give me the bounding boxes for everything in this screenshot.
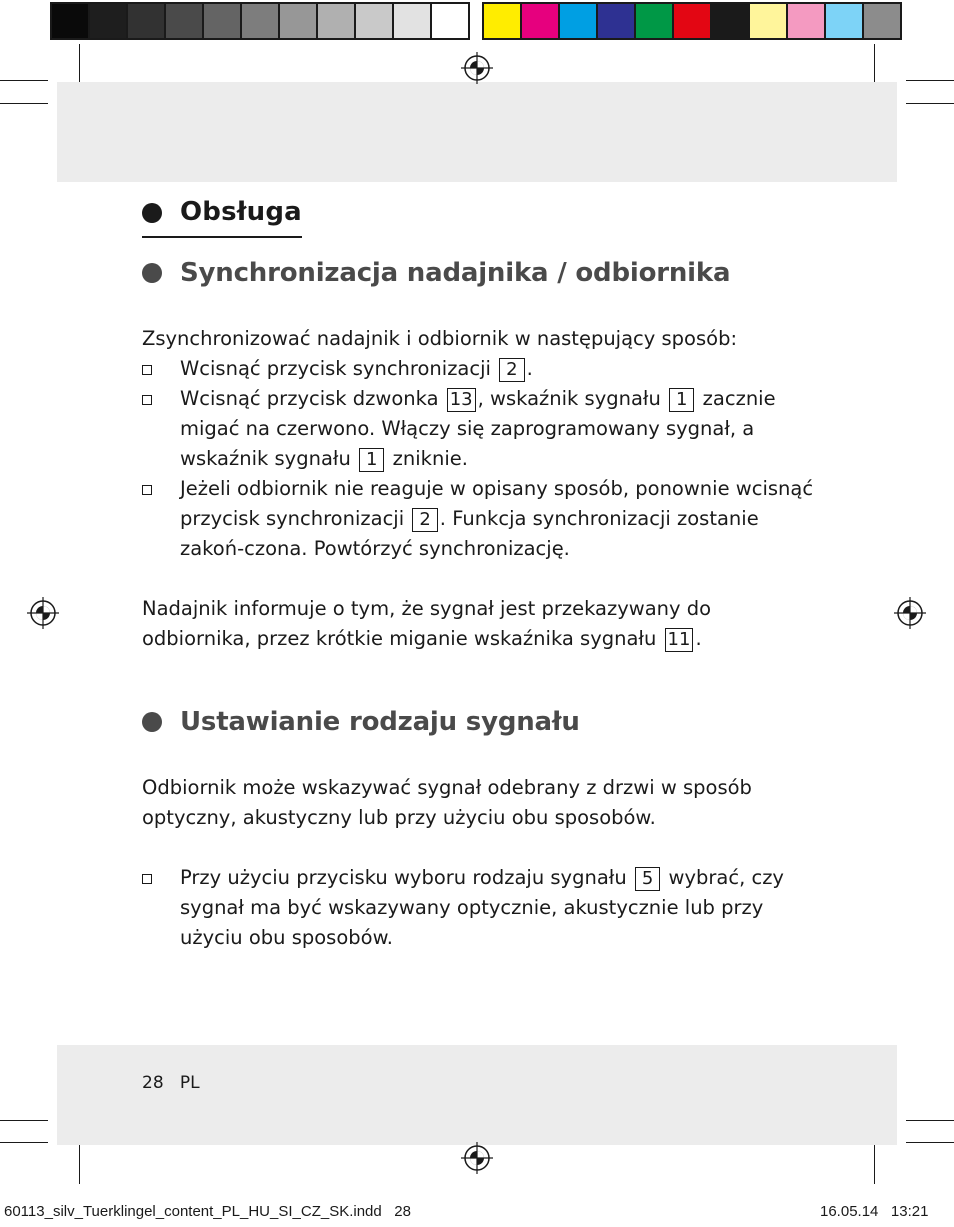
crop-mark-bottom-right-h2 [906, 1142, 954, 1143]
step-text: zniknie. [386, 447, 468, 470]
crop-mark-top-left-h [0, 80, 48, 81]
gray-swatch [128, 4, 164, 38]
section-sync-note [142, 594, 822, 654]
registration-mark-icon [459, 50, 495, 86]
checkbox-square-icon [142, 365, 152, 375]
list-item [142, 474, 822, 564]
footer-panel [57, 1045, 897, 1145]
color-swatch [864, 4, 900, 38]
section-heading-signal-type-text: Ustawianie rodzaju sygnału [180, 707, 580, 737]
part-reference-box: 2 [412, 508, 437, 532]
gray-swatch [204, 4, 240, 38]
filled-circle-bullet-icon [142, 263, 162, 283]
list-item [142, 863, 822, 953]
step-text: Jeżeli odbiornik nie reaguje w opisany sposób, ponownie wcisnąć przycisk synchronizacji [180, 477, 814, 530]
note-text: . [695, 627, 702, 650]
color-swatch [674, 4, 710, 38]
part-reference-box: 11 [665, 628, 694, 652]
section-sync-intro: Zsynchronizować nadajnik i odbiornik w następujący sposób: [142, 327, 738, 350]
color-swatch [636, 4, 672, 38]
step-text: zacznie migać na czerwono. Włączy się zaprogramowany sygnał, a wskaźnik sygnału [180, 387, 776, 470]
color-swatch [788, 4, 824, 38]
registration-mark-icon [459, 1140, 495, 1176]
section-heading-sync-text: Synchronizacja nadajnika / odbiornika [180, 258, 731, 288]
crop-mark-top-right-h2 [906, 103, 954, 104]
crop-mark-bottom-left-h [0, 1120, 48, 1121]
checkbox-square-icon [142, 395, 152, 405]
page-footer [142, 1073, 200, 1093]
main-heading-text: Obsługa [180, 197, 302, 227]
page-number: 28 [142, 1073, 164, 1093]
gray-swatch [280, 4, 316, 38]
crop-mark-bottom-left-v [79, 1140, 80, 1184]
checkbox-square-icon [142, 485, 152, 495]
checkbox-square-icon [142, 874, 152, 884]
section-heading-sync [142, 258, 730, 288]
step-text: . [526, 357, 533, 380]
grayscale-calibration-bar [50, 2, 470, 40]
list-item [142, 384, 822, 474]
step-text: Wcisnąć przycisk synchronizacji [180, 357, 498, 380]
part-reference-box: 13 [447, 388, 476, 412]
gray-swatch [166, 4, 202, 38]
main-heading-underline [142, 236, 302, 238]
gray-swatch [394, 4, 430, 38]
step-text: wybrać, czy sygnał ma być wskazywany optycznie, akustycznie lub przy użyciu obu sposobów. [180, 866, 784, 949]
crop-mark-bottom-right-h [906, 1120, 954, 1121]
crop-mark-bottom-right-v [874, 1140, 875, 1184]
print-file-info: 60113_silv_Tuerklingel_content_PL_HU_SI_CZ_SK.indd 28 [4, 1203, 411, 1220]
print-date-time: 16.05.14 13:21 [820, 1203, 929, 1220]
gray-swatch [432, 4, 468, 38]
color-swatch [750, 4, 786, 38]
list-item [142, 354, 822, 384]
step-text: , wskaźnik sygnału [477, 387, 668, 410]
step-text: . Funkcja synchronizacji zostanie zakoń-czona. Powtórzyć synchronizację. [180, 507, 759, 560]
gray-swatch [356, 4, 392, 38]
filled-circle-bullet-icon [142, 203, 162, 223]
color-swatch [522, 4, 558, 38]
filled-circle-bullet-icon [142, 712, 162, 732]
crop-mark-top-left-h2 [0, 103, 48, 104]
step-text: Wcisnąć przycisk dzwonka [180, 387, 445, 410]
color-swatch [484, 4, 520, 38]
color-swatch [560, 4, 596, 38]
registration-mark-icon [25, 595, 61, 631]
crop-mark-top-right-h [906, 80, 954, 81]
part-reference-box: 1 [359, 448, 384, 472]
gray-swatch [318, 4, 354, 38]
gray-swatch [52, 4, 88, 38]
part-reference-box: 2 [499, 358, 524, 382]
step-text: Przy użyciu przycisku wyboru rodzaju sygnału [180, 866, 633, 889]
part-reference-box: 1 [669, 388, 694, 412]
color-swatch [712, 4, 748, 38]
gray-swatch [90, 4, 126, 38]
part-reference-box: 5 [635, 867, 660, 891]
section-heading-signal-type [142, 707, 580, 737]
color-calibration-bar [482, 2, 902, 40]
section-signal-intro: Odbiornik może wskazywać sygnał odebrany z drzwi w sposób optyczny, akustyczny lub przy użyciu obu sposobów. [142, 776, 752, 829]
gray-swatch [242, 4, 278, 38]
main-heading [142, 197, 302, 229]
language-code: PL [179, 1073, 200, 1093]
header-panel [57, 82, 897, 182]
color-swatch [598, 4, 634, 38]
crop-mark-bottom-left-h2 [0, 1142, 48, 1143]
registration-mark-icon [892, 595, 928, 631]
note-text: Nadajnik informuje o tym, że sygnał jest przekazywany do odbiornika, przez krótkie miganie wskaźnika sygnału [142, 597, 712, 650]
color-swatch [826, 4, 862, 38]
